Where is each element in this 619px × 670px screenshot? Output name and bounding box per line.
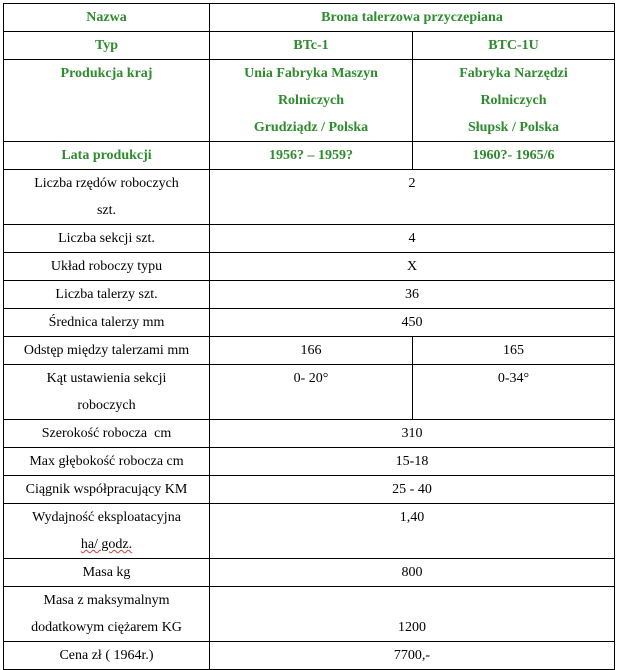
header-label-nazwa: Nazwa — [4, 4, 210, 32]
table-row — [4, 253, 615, 281]
table-row — [4, 448, 615, 476]
table-row — [4, 309, 615, 337]
header-produkcja-col2 — [413, 60, 615, 142]
produkcja-col2-line: Słupsk / Polska — [467, 120, 560, 135]
table-row — [4, 170, 615, 225]
row-label-line: Wydajność eksploatacyjna — [32, 510, 181, 525]
header-row-produkcja — [4, 60, 615, 142]
header-lata-col2: 1960?- 1965/6 — [413, 142, 615, 170]
header-produkcja-col1 — [210, 60, 413, 142]
table-row — [4, 587, 615, 642]
row-label-line: roboczych — [77, 398, 136, 413]
row-label-line: ha/ godz. — [80, 537, 133, 552]
row-label — [4, 587, 210, 642]
table-row — [4, 642, 615, 670]
row-value-col2: 0-34° — [413, 365, 615, 420]
row-label-line: Kąt ustawienia sekcji — [46, 371, 167, 386]
row-value-col1: 0- 20° — [210, 365, 413, 420]
table-row — [4, 365, 615, 420]
produkcja-col2-line: Rolniczych — [480, 93, 547, 108]
header-label-lata: Lata produkcji — [4, 142, 210, 170]
header-value-nazwa: Brona talerzowa przyczepiana — [210, 4, 615, 32]
header-row-nazwa — [4, 4, 615, 32]
row-label — [4, 170, 210, 225]
table-row — [4, 559, 615, 587]
table-row — [4, 476, 615, 504]
table-row — [4, 420, 615, 448]
row-label — [4, 504, 210, 559]
row-value: 310 — [210, 420, 615, 448]
produkcja-col1-line: Rolniczych — [277, 93, 345, 108]
header-typ-col1: BTc-1 — [210, 32, 413, 60]
row-label: Masa kg — [4, 559, 210, 587]
row-label: Liczba talerzy szt. — [4, 281, 210, 309]
header-typ-col2: BTC-1U — [413, 32, 615, 60]
produkcja-col1-line: Unia Fabryka Maszyn — [244, 66, 378, 81]
row-value: 36 — [210, 281, 615, 309]
row-label: Ciągnik współpracujący KM — [4, 476, 210, 504]
row-label: Cena zł ( 1964r.) — [4, 642, 210, 670]
row-value: 4 — [210, 225, 615, 253]
row-label: Szerokość robocza cm — [4, 420, 210, 448]
row-value: 1200 — [210, 587, 615, 642]
row-value: 7700,- — [210, 642, 615, 670]
row-label-line: Masa z maksymalnym — [43, 593, 170, 608]
row-value: 800 — [210, 559, 615, 587]
row-value-col2: 165 — [413, 337, 615, 365]
row-value: X — [210, 253, 615, 281]
row-label — [4, 365, 210, 420]
row-label: Liczba sekcji szt. — [4, 225, 210, 253]
row-label: Max głębokość robocza cm — [4, 448, 210, 476]
row-value: 2 — [210, 170, 615, 225]
row-label-line: dodatkowym ciężarem KG — [31, 620, 182, 635]
table-row — [4, 225, 615, 253]
row-value: 15-18 — [210, 448, 615, 476]
row-value: 25 - 40 — [210, 476, 615, 504]
row-label-line: szt. — [96, 203, 117, 218]
table-row — [4, 281, 615, 309]
header-row-typ — [4, 32, 615, 60]
table-row — [4, 337, 615, 365]
row-value: 1,40 — [210, 504, 615, 559]
spec-table — [3, 3, 615, 670]
header-label-typ: Typ — [4, 32, 210, 60]
row-value-col1: 166 — [210, 337, 413, 365]
row-label-line: Liczba rzędów roboczych — [34, 176, 179, 191]
row-label: Układ roboczy typu — [4, 253, 210, 281]
produkcja-col1-line: Grudziądz / Polska — [253, 120, 369, 135]
table-row — [4, 504, 615, 559]
produkcja-col2-line: Fabryka Narzędzi — [459, 66, 568, 81]
header-lata-col1: 1956? – 1959? — [210, 142, 413, 170]
row-label: Odstęp między talerzami mm — [4, 337, 210, 365]
header-row-lata — [4, 142, 615, 170]
row-value: 450 — [210, 309, 615, 337]
header-label-produkcja: Produkcja kraj — [4, 60, 210, 142]
row-label: Średnica talerzy mm — [4, 309, 210, 337]
